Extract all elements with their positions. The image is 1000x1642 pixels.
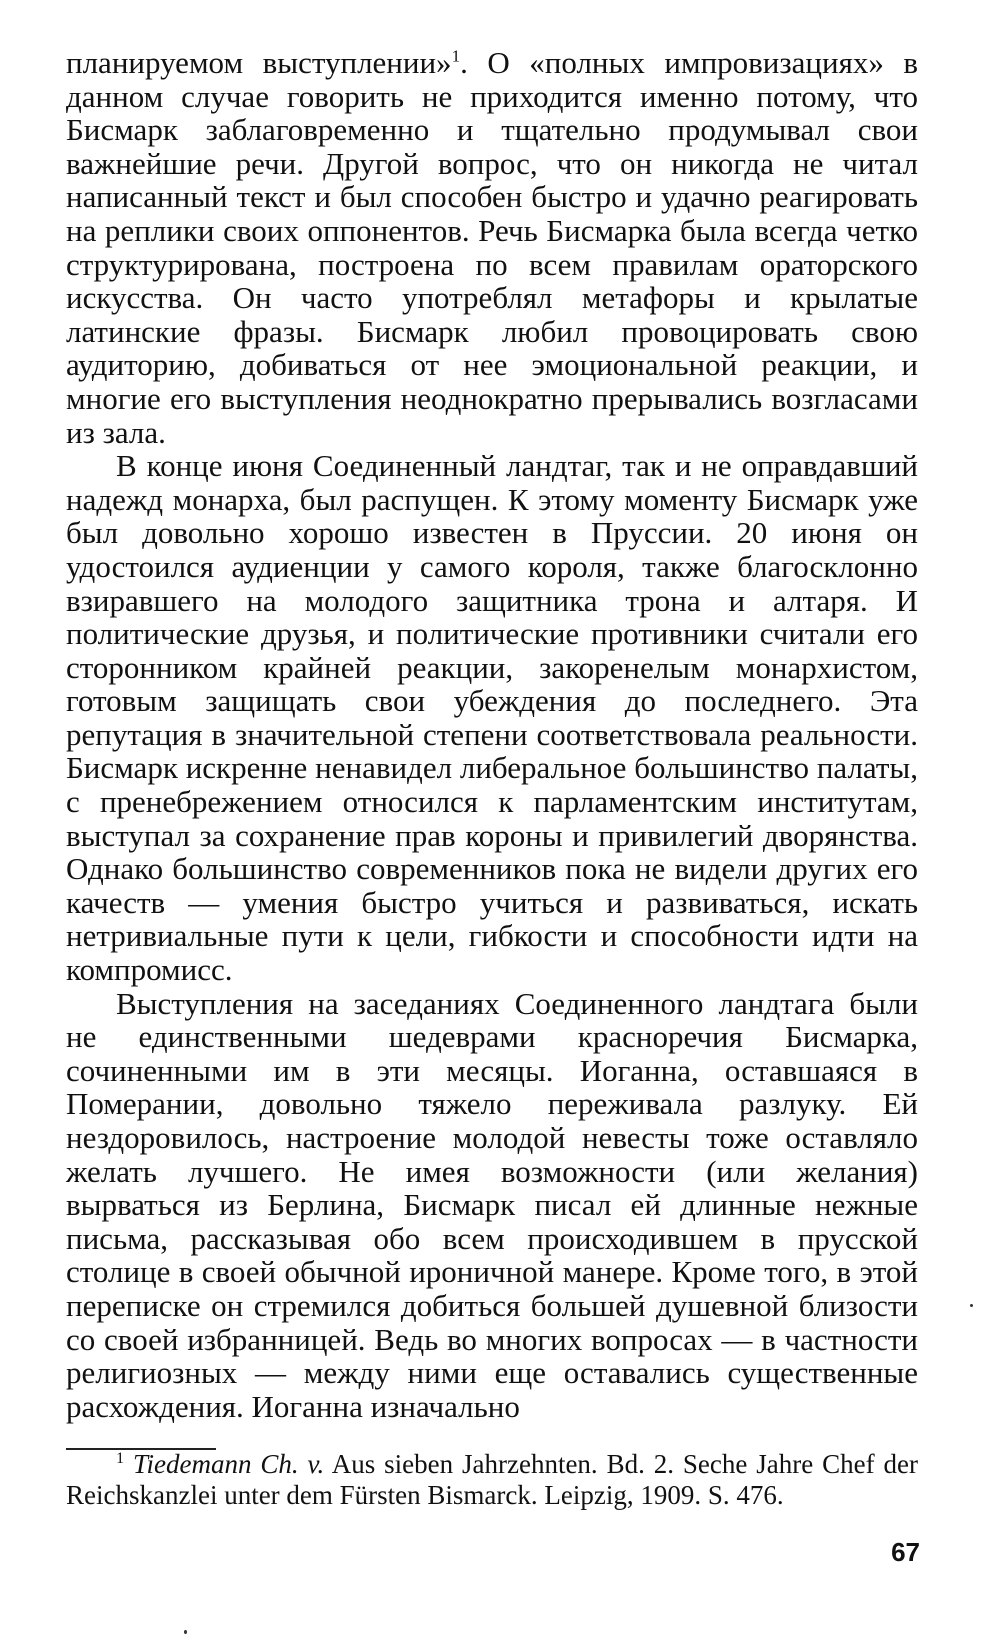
footnote-number: 1	[116, 1449, 125, 1467]
paragraph-2: В конце июня Соединенный ландтаг, так и не оправдавший надежд монарха, был распущен. К этому моменту Бисмарк уже был довольно хорошо известен в Пруссии. 20 июня он удостоился аудиенции у самого короля, также благосклонно взиравшего на молодого защитника трона и алтаря. И политические друзья, и политические противники считали его сторонником крайней реакции, закоренелым монархистом, готовым защищать свои убеждения до последнего. Эта репутация в значительной степени соответствовала реальности. Бисмарк искренне ненавидел либеральное большинство палаты, с пренебрежением относился к парламентским институтам, выступал за сохранение прав короны и привилегий дворянства. Однако большинство современников пока не видели других его качеств — умения быстро учиться и развиваться, искать нетривиальные пути к цели, гибкости и способности идти на компромисс.	[66, 448, 918, 988]
footnote-text: Aus sieben Jahrzehnten. Bd. 2. Seche Jahre Chef der Reichskanzlei unter dem Fürsten Bismarck. Leipzig, 1909. S. 476.	[66, 1449, 918, 1510]
paragraph-1-rest: . О «полных импровизациях» в данном случае говорить не приходится именно потому, что Бисмарк заблаговременно и тщательно продумывал свои важнейшие речи. Другой вопрос, что он никогда не читал написанный текст и был способен быстро и удачно реагировать на реплики своих оппонентов. Речь Бисмарка была всегда четко структурирована, построена по всем правилам ораторского искусства. Он часто употреблял метафоры и крылатые латинские фразы. Бисмарк любил провоцировать свою аудиторию, добиваться от нее эмоциональной реакции, и многие его выступления неоднократно прерывались возгласами из зала.	[66, 45, 918, 450]
paragraph-3: Выступления на заседаниях Соединенного ландтага были не единственными шедеврами красноречия Бисмарка, сочиненными им в эти месяцы. Иоганна, оставшаяся в Померании, довольно тяжело переживала разлуку. Ей нездоровилось, настроение молодой невесты тоже оставляло желать лучшего. Не имея возможности (или желания) вырваться из Берлина, Бисмарк писал ей длинные нежные письма, рассказывая обо всем происходившем в прусской столице в своей обычной ироничной манере. Кроме того, в этой переписке он стремился добиться большей душевной близости со своей избранницей. Ведь во многих вопросах — в частности религиозных — между ними еще оставались существенные расхождения. Иоганна изначально	[66, 985, 918, 1424]
page-number: 67	[891, 1537, 920, 1567]
scan-speck	[184, 1630, 187, 1634]
scan-speck	[970, 1304, 973, 1307]
footnote-author: Tiedemann Ch. v.	[133, 1449, 325, 1479]
footnote-reference: 1	[451, 46, 461, 66]
main-text	[66, 46, 918, 1423]
paragraph-1-start: планируемом выступлении»	[66, 45, 452, 80]
paragraph-1	[66, 46, 918, 449]
footnote	[66, 1449, 918, 1511]
